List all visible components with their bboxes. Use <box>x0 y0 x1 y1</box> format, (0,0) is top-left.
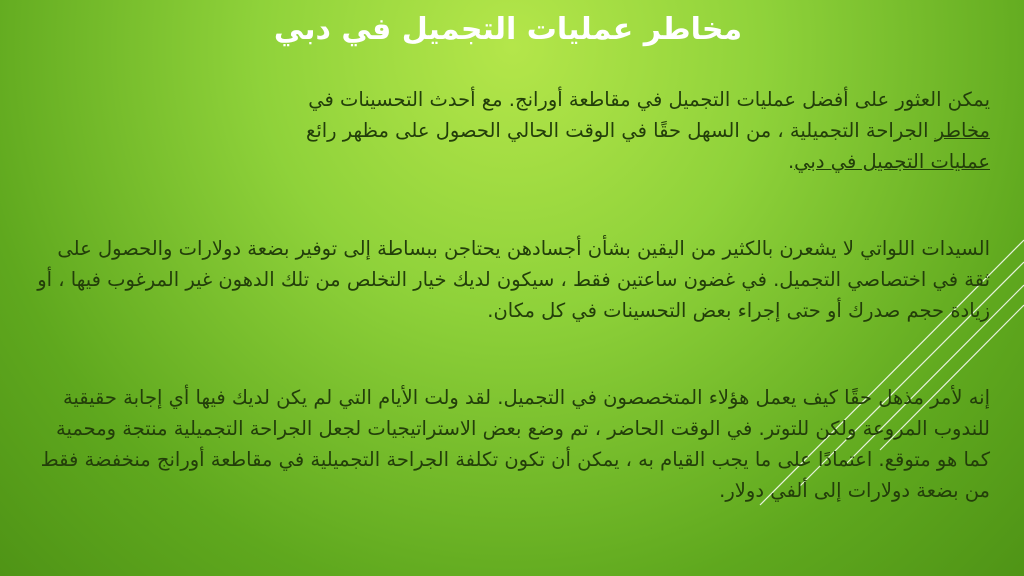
slide-body <box>30 84 990 506</box>
link-makhater[interactable]: مخاطر <box>934 119 990 142</box>
paragraph-1-end: . <box>787 150 795 173</box>
paragraph-2: السيدات اللواتي لا يشعرن بالكثير من اليقين بشأن أجسادهن يحتاجن ببساطة إلى توفير بضعة دولارات والحصول على ثقة في اختصاصي التجميل. في غضون ساعتين فقط ، سيكون لديك خيار التخلص من تلك الدهون غير المرغوب فيها ، أو زيادة حجم صدرك أو حتى إجراء بعض التحسينات في كل مكان. <box>37 237 990 322</box>
slide-title-text: مخاطر عمليات التجميل في دبي <box>273 12 743 47</box>
paragraph-1-line-2: الجراحة التجميلية ، من السهل حقًا في الوقت الحالي الحصول على مظهر رائع <box>305 119 935 142</box>
slide-title <box>0 12 1024 47</box>
paragraph-1-line-1: يمكن العثور على أفضل عمليات التجميل في مقاطعة أورانج. مع أحدث التحسينات في <box>308 88 990 111</box>
paragraph-spacer <box>30 326 990 382</box>
link-cosmetic-surgery-dubai[interactable]: عمليات التجميل في دبي <box>794 150 990 173</box>
paragraph-spacer <box>30 177 990 233</box>
paragraph-1 <box>30 84 990 177</box>
paragraph-3: إنه لأمر مذهل حقًا كيف يعمل هؤلاء المتخصصون في التجميل. لقد ولت الأيام التي لم يكن لديك فيها أي إجابة حقيقية للندوب المروعة ولكن للتوتر. في الوقت الحاضر ، تم وضع بعض الاستراتيجيات لجعل الجراحة التجميلية منتجة ومحمية كما هو متوقع. اعتمادًا على ما يجب القيام به ، يمكن أن تكون تكلفة الجراحة التجميلية في مقاطعة أورانج منخفضة فقط من بضعة دولارات إلى ألفي دولار. <box>40 386 990 502</box>
